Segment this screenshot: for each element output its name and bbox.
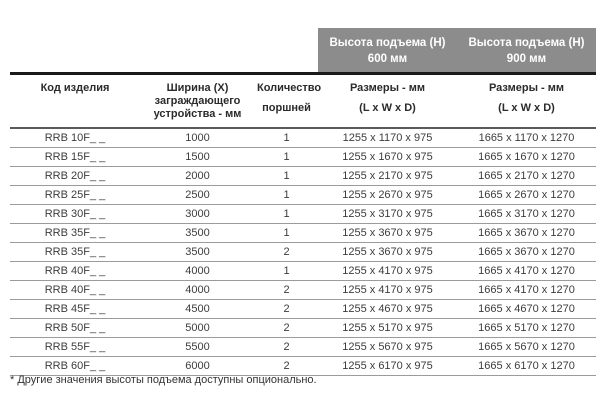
dimensions-900-cell: 1665 x 4170 x 1270 <box>457 281 596 300</box>
dimensions-600-cell: 1255 x 4170 x 975 <box>318 281 457 300</box>
header-line: (L x W x D) <box>359 102 416 114</box>
width-cell: 5000 <box>140 319 255 338</box>
dimensions-900-cell: 1665 x 3170 x 1270 <box>457 205 596 224</box>
piston-count-cell: 1 <box>255 224 318 243</box>
header-line: Размеры - мм <box>349 82 426 94</box>
width-cell: 4500 <box>140 300 255 319</box>
lift-height-900-header <box>457 28 596 72</box>
table-row <box>10 205 596 224</box>
piston-count-cell: 1 <box>255 128 318 148</box>
dimensions-900-cell: 1665 x 6170 x 1270 <box>457 357 596 376</box>
header-line: устройства - мм <box>153 108 242 120</box>
product-code-cell: RRB 45F_ _ <box>10 300 140 319</box>
product-code-cell: RRB 40F_ _ <box>10 281 140 300</box>
dimensions-600-cell: 1255 x 4670 x 975 <box>318 300 457 319</box>
product-code-cell: RRB 10F_ _ <box>10 128 140 148</box>
dimensions-600-cell: 1255 x 1170 x 975 <box>318 128 457 148</box>
dimensions-900-cell: 1665 x 1670 x 1270 <box>457 148 596 167</box>
product-spec-table <box>10 72 596 376</box>
width-cell: 3500 <box>140 243 255 262</box>
lift-height-value: 900 мм <box>506 53 547 65</box>
table-row <box>10 186 596 205</box>
width-cell: 1000 <box>140 128 255 148</box>
width-cell: 2500 <box>140 186 255 205</box>
piston-count-cell: 1 <box>255 262 318 281</box>
width-cell: 6000 <box>140 357 255 376</box>
col-header-product-code <box>10 74 140 129</box>
table-row <box>10 148 596 167</box>
dimensions-600-cell: 1255 x 3670 x 975 <box>318 224 457 243</box>
dimensions-900-cell: 1665 x 3670 x 1270 <box>457 224 596 243</box>
header-line: Количество <box>257 82 322 94</box>
lift-height-banner <box>318 28 596 72</box>
piston-count-cell: 1 <box>255 148 318 167</box>
product-code-cell: RRB 25F_ _ <box>10 186 140 205</box>
piston-count-cell: 2 <box>255 338 318 357</box>
product-code-cell: RRB 35F_ _ <box>10 224 140 243</box>
table-row <box>10 338 596 357</box>
piston-count-cell: 1 <box>255 167 318 186</box>
dimensions-600-cell: 1255 x 3670 x 975 <box>318 243 457 262</box>
product-code-cell: RRB 50F_ _ <box>10 319 140 338</box>
table-row <box>10 319 596 338</box>
table-row <box>10 167 596 186</box>
col-header-dimensions-600 <box>318 74 457 129</box>
table-row <box>10 281 596 300</box>
product-code-cell: RRB 30F_ _ <box>10 205 140 224</box>
piston-count-cell: 1 <box>255 205 318 224</box>
piston-count-cell: 2 <box>255 281 318 300</box>
table-row <box>10 300 596 319</box>
dimensions-600-cell: 1255 x 3170 x 975 <box>318 205 457 224</box>
col-header-piston-count <box>255 74 322 129</box>
width-cell: 4000 <box>140 281 255 300</box>
piston-count-cell: 2 <box>255 319 318 338</box>
header-line: Размеры - мм <box>488 82 565 94</box>
dimensions-600-cell: 1255 x 1670 x 975 <box>318 148 457 167</box>
header-row <box>10 74 596 129</box>
width-cell: 2000 <box>140 167 255 186</box>
product-code-cell: RRB 55F_ _ <box>10 338 140 357</box>
dimensions-600-cell: 1255 x 2670 x 975 <box>318 186 457 205</box>
header-line: Ширина (X) <box>166 82 229 94</box>
dimensions-900-cell: 1665 x 3670 x 1270 <box>457 243 596 262</box>
dimensions-900-cell: 1665 x 2670 x 1270 <box>457 186 596 205</box>
lift-height-label: Высота подъема (H) <box>468 37 585 49</box>
lift-height-label: Высота подъема (H) <box>329 37 446 49</box>
product-code-cell: RRB 60F_ _ <box>10 357 140 376</box>
table-row <box>10 357 596 376</box>
product-code-cell: RRB 20F_ _ <box>10 167 140 186</box>
width-cell: 1500 <box>140 148 255 167</box>
width-cell: 3500 <box>140 224 255 243</box>
dimensions-600-cell: 1255 x 6170 x 975 <box>318 357 457 376</box>
width-cell: 4000 <box>140 262 255 281</box>
table-row <box>10 128 596 148</box>
dimensions-600-cell: 1255 x 5170 x 975 <box>318 319 457 338</box>
dimensions-600-cell: 1255 x 4170 x 975 <box>318 262 457 281</box>
col-header-dimensions-900 <box>457 74 596 129</box>
header-line: Код изделия <box>40 82 110 94</box>
dimensions-900-cell: 1665 x 2170 x 1270 <box>457 167 596 186</box>
product-code-cell: RRB 35F_ _ <box>10 243 140 262</box>
width-cell: 3000 <box>140 205 255 224</box>
piston-count-cell: 1 <box>255 186 318 205</box>
width-cell: 5500 <box>140 338 255 357</box>
footnote: * Другие значения высоты подъема доступны опционально. <box>10 374 317 386</box>
header-line: поршней <box>262 102 311 114</box>
table-row <box>10 262 596 281</box>
dimensions-900-cell: 1665 x 5170 x 1270 <box>457 319 596 338</box>
table-body <box>10 128 596 376</box>
table-row <box>10 243 596 262</box>
dimensions-600-cell: 1255 x 2170 x 975 <box>318 167 457 186</box>
piston-count-cell: 2 <box>255 243 318 262</box>
lift-height-value: 600 мм <box>367 53 408 65</box>
dimensions-900-cell: 1665 x 4670 x 1270 <box>457 300 596 319</box>
dimensions-900-cell: 1665 x 1170 x 1270 <box>457 128 596 148</box>
table-row <box>10 224 596 243</box>
piston-count-cell: 2 <box>255 300 318 319</box>
dimensions-900-cell: 1665 x 4170 x 1270 <box>457 262 596 281</box>
product-code-cell: RRB 40F_ _ <box>10 262 140 281</box>
lift-height-600-header <box>318 28 457 72</box>
header-line: заграждающего <box>154 95 241 107</box>
piston-count-cell: 2 <box>255 357 318 376</box>
col-header-width <box>140 74 255 129</box>
product-code-cell: RRB 15F_ _ <box>10 148 140 167</box>
header-line: (L x W x D) <box>498 102 555 114</box>
dimensions-600-cell: 1255 x 5670 x 975 <box>318 338 457 357</box>
dimensions-900-cell: 1665 x 5670 x 1270 <box>457 338 596 357</box>
